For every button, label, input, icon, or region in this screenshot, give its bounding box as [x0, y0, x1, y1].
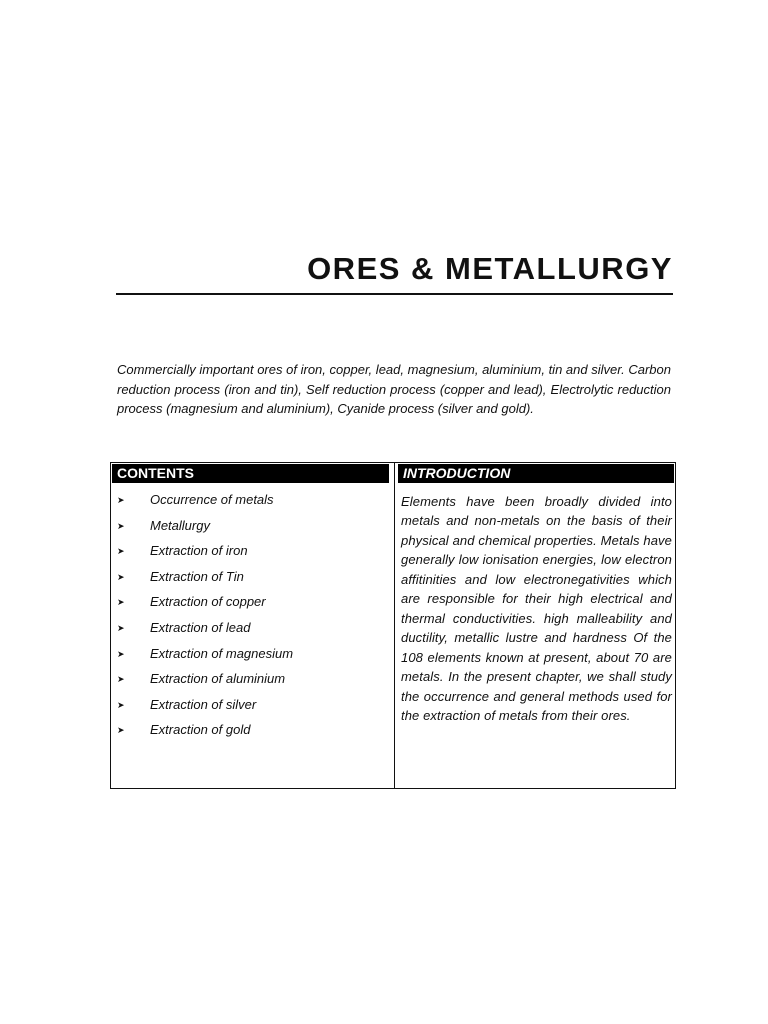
contents-item-label: Extraction of silver	[150, 696, 257, 712]
contents-item-label: Extraction of magnesium	[150, 645, 294, 661]
arrow-bullet-icon: ➤	[117, 495, 125, 505]
introduction-text: Elements have been broadly divided into metals and non-metals on the basis of their physical and chemical properties. Metals have generally low ionisation energies, low electron affitinities and low electronegativities which are responsible for their high electrical and thermal conductivities. high malleability and ductility, metallic lustre and hardness Of the 108 elements known at present, about 70 are metals. In the present chapter, we shall study the occurrence and general methods used for the extraction of metals from their ores.	[401, 494, 672, 723]
introduction-header: INTRODUCTION	[398, 464, 674, 483]
contents-item-label: Extraction of Tin	[150, 568, 244, 584]
arrow-bullet-icon: ➤	[117, 571, 125, 582]
arrow-bullet-icon: ➤	[117, 622, 125, 633]
title-rule	[116, 293, 673, 295]
arrow-bullet-icon: ➤	[117, 546, 125, 557]
contents-item-label: Extraction of aluminium	[150, 671, 286, 687]
arrow-bullet-icon: ➤	[117, 674, 125, 685]
contents-item-label: Extraction of iron	[150, 543, 248, 559]
contents-introduction-box	[110, 462, 676, 789]
contents-header: CONTENTS	[112, 464, 389, 483]
column-divider	[394, 463, 395, 788]
chapter-summary: Commercially important ores of iron, copper, lead, magnesium, aluminium, tin and silver. Carbon reduction process (iron and tin), Self reduction process (copper and lead), Electrolytic reduction process (magnesium and aluminium), Cyanide process (silver and gold).	[117, 362, 671, 417]
contents-item-label: Metallurgy	[150, 517, 210, 533]
arrow-bullet-icon: ➤	[117, 725, 125, 736]
page-title: ORES & METALLURGY	[307, 251, 673, 286]
arrow-bullet-icon: ➤	[117, 597, 125, 608]
contents-item-label: Extraction of copper	[150, 594, 266, 610]
contents-item-label: Extraction of lead	[150, 619, 251, 635]
arrow-bullet-icon: ➤	[117, 648, 125, 659]
arrow-bullet-icon: ➤	[117, 699, 125, 710]
contents-item-label: Occurrence of metals	[150, 492, 274, 507]
arrow-bullet-icon: ➤	[117, 520, 125, 531]
contents-item-label: Extraction of gold	[150, 722, 251, 738]
